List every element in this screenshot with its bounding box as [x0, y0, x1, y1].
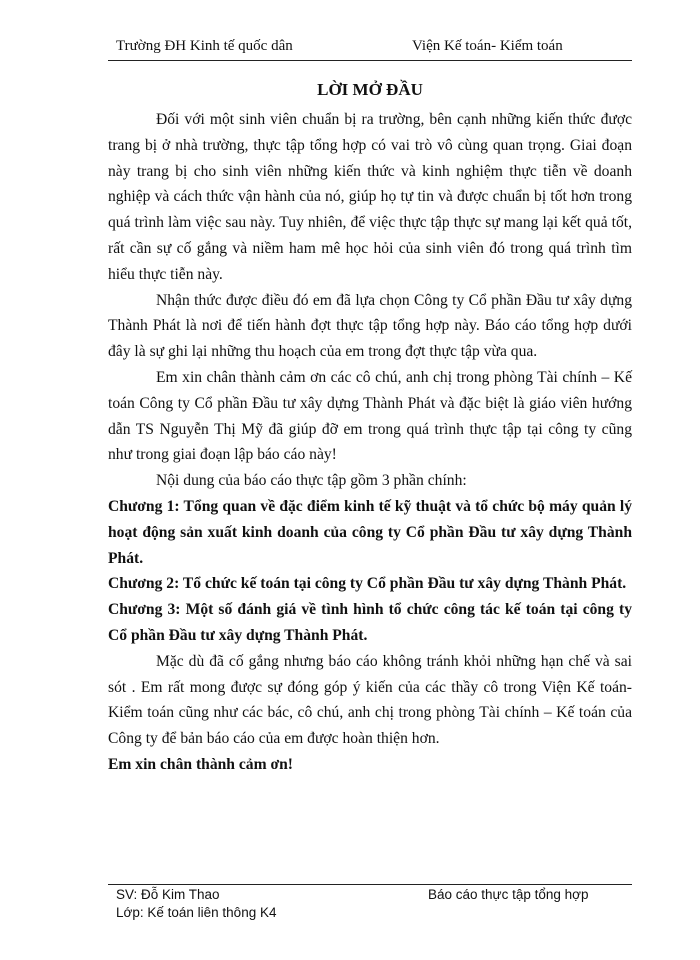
chapter-1: Chương 1: Tổng quan về đặc điểm kinh tế kỹ thuật và tổ chức bộ máy quản lý hoạt động sản xuất kinh doanh của công ty Cổ phần Đầu tư xây dựng Thành Phát.	[108, 497, 632, 567]
thanks-line: Em xin chân thành cảm ơn!	[108, 755, 293, 773]
paragraph-thanks: Em xin chân thành cảm ơn các cô chú, anh chị trong phòng Tài chính – Kế toán Công ty Cổ phần Đầu tư xây dựng Thành Phát và đặc biệt là giáo viên hướng dẫn TS Nguyễn Thị Mỹ đã giúp đỡ em trong quá trình thực tập tại công ty cũng như trong giai đoạn lập báo cáo này!	[108, 368, 632, 464]
chapter-3: Chương 3: Một số đánh giá về tình hình tổ chức công tác kế toán tại công ty Cổ phần Đầu tư xây dựng Thành Phát.	[108, 601, 632, 644]
chapter-2: Chương 2: Tổ chức kế toán tại công ty Cổ phần Đầu tư xây dựng Thành Phát.	[108, 575, 627, 593]
footer-rule	[108, 884, 632, 885]
paragraph-contents: Nội dung của báo cáo thực tập gồm 3 phần chính:	[156, 472, 467, 490]
footer-student: SV: Đỗ Kim Thao	[116, 887, 220, 902]
page-header	[108, 38, 632, 60]
header-institute: Viện Kế toán- Kiểm toán	[412, 38, 563, 54]
footer-report-type: Báo cáo thực tập tổng hợp	[428, 887, 589, 902]
paragraph-company: Nhận thức được điều đó em đã lựa chọn Công ty Cổ phần Đầu tư xây dựng Thành Phát là nơi để tiến hành đợt thực tập tổng hợp này. Báo cáo tổng hợp dưới đây là sự ghi lại những thu hoạch của em trong đợt thực tập vừa qua.	[108, 291, 632, 361]
footer-class: Lớp: Kế toán liên thông K4	[116, 905, 277, 920]
document-body	[108, 107, 632, 778]
paragraph-closing: Mặc dù đã cố gắng nhưng báo cáo không tránh khỏi những hạn chế và sai sót . Em rất mong được sự đóng góp ý kiến của các thầy cô trong Viện Kế toán- Kiểm toán cũng như các bác, cô chú, anh chị trong phòng Tài chính – Kế toán của Công ty để bản báo cáo của em được hoàn thiện hơn.	[108, 652, 632, 748]
paragraph-intro: Đối với một sinh viên chuẩn bị ra trường, bên cạnh những kiến thức được trang bị ở nhà trường, thực tập tổng hợp có vai trò vô cùng quan trọng. Giai đoạn này trang bị cho sinh viên những kiến thức và kinh nghiệm thực tiễn về doanh nghiệp và cách thức vận hành của nó, giúp họ tự tin và được chuẩn bị tốt hơn trong quá trình làm việc sau này. Tuy nhiên, để việc thực tập thực sự mang lại kết quả tốt, rất cần sự cố gắng và niềm ham mê học hỏi của sinh viên đó trong quá trình tìm hiểu thực tiễn này.	[108, 111, 632, 283]
header-university: Trường ĐH Kinh tế quốc dân	[116, 38, 293, 54]
page-title: LỜI MỞ ĐẦU	[317, 80, 423, 99]
header-rule	[108, 60, 632, 61]
